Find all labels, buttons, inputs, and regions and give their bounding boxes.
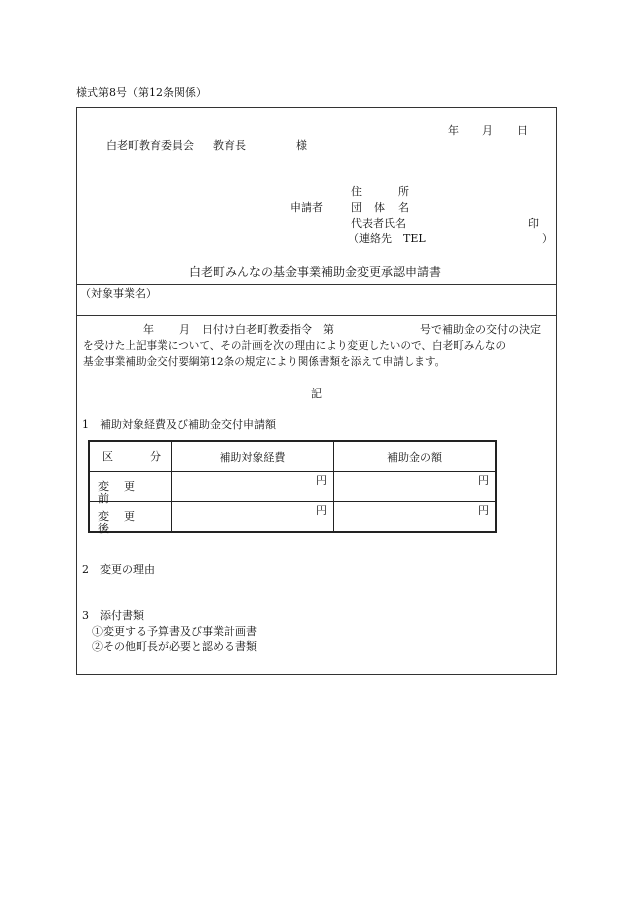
- body-directive: 日付け白老町教委指令 第: [202, 323, 334, 336]
- attachment-item: ②その他町長が必要と認める書類: [92, 640, 257, 653]
- applicant-rep-label: 代表者氏名: [351, 217, 406, 230]
- divider-title: [76, 284, 557, 285]
- body-line3: 基金事業補助金交付要綱第12条の規定により関係書類を添えて申請します。: [83, 356, 446, 368]
- header-kubun-1: 区: [102, 450, 113, 463]
- yen-unit: 円: [315, 474, 327, 487]
- cell-amount-before[interactable]: [333, 472, 496, 502]
- row-label-after-3: 後: [98, 522, 109, 535]
- date-year: 年: [448, 124, 459, 137]
- row-label-after-1: 変: [98, 510, 109, 523]
- yen-unit: 円: [478, 474, 489, 487]
- cell-cost-after[interactable]: [171, 502, 333, 533]
- row-label-before-1: 変: [98, 480, 109, 493]
- cell-cost-before[interactable]: [171, 472, 333, 502]
- seal-mark: 印: [528, 217, 539, 230]
- applicant-label: 申請者: [290, 201, 323, 214]
- applicant-group-label-1: 団: [351, 201, 362, 214]
- body-month: 月: [179, 323, 190, 336]
- divider-project: [76, 315, 557, 316]
- date-day: 日: [517, 124, 528, 137]
- row-label-after: [89, 502, 171, 533]
- header-kubun: [89, 441, 171, 472]
- table-header-row: [89, 441, 496, 472]
- row-label-before-3: 前: [98, 492, 109, 505]
- cell-amount-after[interactable]: [333, 502, 496, 533]
- ki-mark: 記: [311, 387, 322, 400]
- date-month: 月: [482, 124, 493, 137]
- section2-heading: 2 変更の理由: [82, 563, 155, 576]
- addressee-title: 教育長: [213, 139, 246, 152]
- section3-heading: 3 添付書類: [82, 609, 144, 622]
- row-label-before-2: 更: [124, 480, 135, 493]
- row-label-after-2: 更: [124, 510, 135, 523]
- table-row: [89, 472, 496, 502]
- attachment-item: ①変更する予算書及び事業計画書: [92, 625, 257, 638]
- addressee-org: 白老町教育委員会: [106, 139, 194, 152]
- applicant-group-label-3: 名: [398, 201, 409, 214]
- header-amount: 補助金の額: [333, 441, 496, 472]
- applicant-address-label-2: 所: [398, 185, 409, 198]
- body-line2: を受けた上記事業について、その計画を次の理由により変更したいので、白老町みんなの: [83, 340, 507, 352]
- applicant-address-label-1: 住: [351, 185, 362, 198]
- header-kubun-2: 分: [150, 450, 161, 463]
- body-year: 年: [143, 323, 154, 336]
- body-line1-end: 号で補助金の交付の決定: [420, 323, 541, 336]
- document-title: 白老町みんなの基金事業補助金変更承認申請書: [188, 265, 441, 279]
- yen-unit: 円: [315, 504, 327, 517]
- yen-unit: 円: [478, 504, 489, 517]
- section1-heading: 1 補助対象経費及び補助金交付申請額: [82, 418, 276, 431]
- form-number: 様式第8号（第12条関係）: [76, 86, 207, 99]
- project-name-label: （対象事業名）: [80, 287, 157, 300]
- addressee-suffix: 様: [296, 139, 307, 152]
- table-row: [89, 502, 496, 533]
- amount-table: [88, 440, 497, 533]
- applicant-contact: （連絡先 TEL: [348, 232, 426, 245]
- applicant-contact-close: ）: [542, 232, 553, 245]
- row-label-before: [89, 472, 171, 505]
- applicant-group-label-2: 体: [374, 201, 385, 214]
- header-cost: 補助対象経費: [171, 441, 333, 472]
